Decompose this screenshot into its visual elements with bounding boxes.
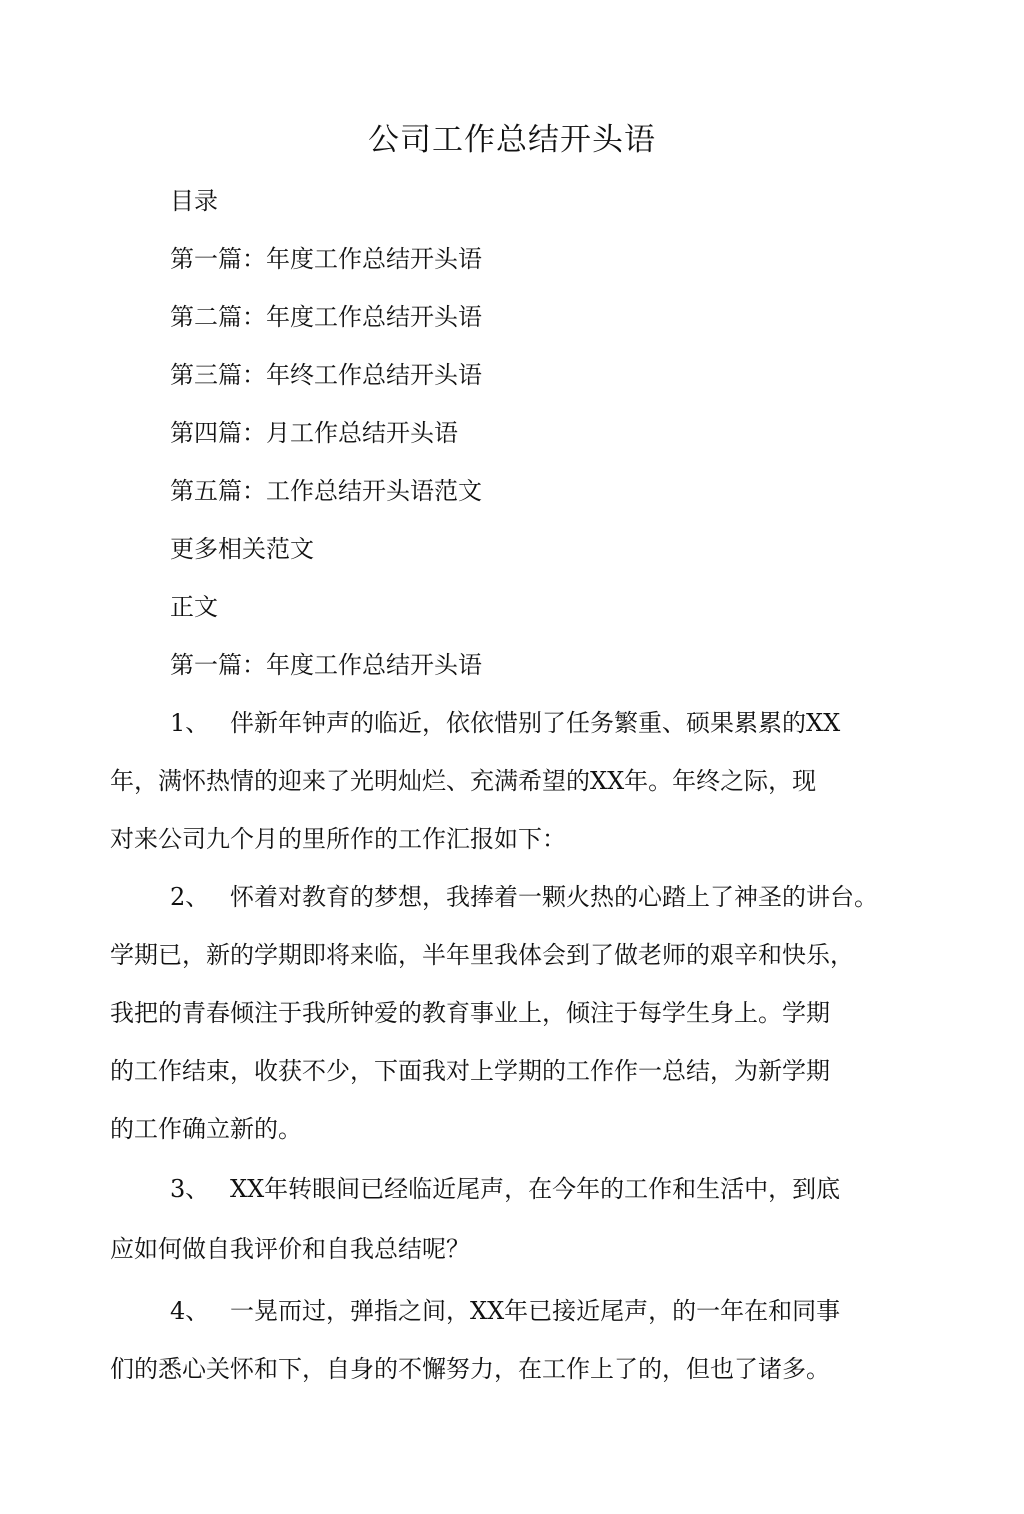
paragraph-line: 们的悉心关怀和下，自身的不懈努力，在工作上了的，但也了诸多。 xyxy=(110,1355,830,1383)
paragraph-text: 伴新年钟声的临近，依依惜别了任务繁重、硕果累累的XX xyxy=(230,709,841,737)
paragraph-line: 对来公司九个月的里所作的工作汇报如下： xyxy=(110,825,566,853)
paragraph-number: 4、 xyxy=(170,1297,210,1325)
toc-heading: 目录 xyxy=(170,187,218,215)
paragraph-line: 我把的青春倾注于我所钟爱的教育事业上，倾注于每学生身上。学期 xyxy=(110,999,830,1027)
paragraph-line: 年，满怀热情的迎来了光明灿烂、充满希望的XX年。年终之际，现 xyxy=(110,767,817,795)
paragraph-line: 学期已，新的学期即将来临，半年里我体会到了做老师的艰辛和快乐， xyxy=(110,941,854,969)
paragraph-3-first-line xyxy=(170,1172,840,1206)
paragraph-text: 一晃而过，弹指之间，XX年已接近尾声，的一年在和同事 xyxy=(230,1297,841,1325)
paragraph-line: 的工作确立新的。 xyxy=(110,1115,302,1143)
body-heading: 正文 xyxy=(170,593,218,621)
toc-item: 第四篇：月工作总结开头语 xyxy=(170,419,458,447)
toc-item: 第二篇：年度工作总结开头语 xyxy=(170,303,482,331)
paragraph-line: 的工作结束，收获不少，下面我对上学期的工作作一总结，为新学期 xyxy=(110,1057,830,1085)
toc-item: 第三篇：年终工作总结开头语 xyxy=(170,361,482,389)
paragraph-2-first-line xyxy=(170,880,878,914)
paragraph-text: 怀着对教育的梦想，我捧着一颗火热的心踏上了神圣的讲台。 xyxy=(230,883,878,911)
document-title: 公司工作总结开头语 xyxy=(368,122,656,158)
paragraph-line: 应如何做自我评价和自我总结呢？ xyxy=(110,1235,470,1263)
paragraph-number: 1、 xyxy=(170,709,210,737)
paragraph-text: XX年转眼间已经临近尾声，在今年的工作和生活中，到底 xyxy=(230,1175,841,1203)
paragraph-number: 2、 xyxy=(170,883,210,911)
paragraph-1-first-line xyxy=(170,706,840,740)
section-heading: 第一篇：年度工作总结开头语 xyxy=(170,651,482,679)
toc-item: 第一篇：年度工作总结开头语 xyxy=(170,245,482,273)
paragraph-4-first-line xyxy=(170,1294,840,1328)
toc-item: 第五篇：工作总结开头语范文 xyxy=(170,477,482,505)
toc-item-more: 更多相关范文 xyxy=(170,535,314,563)
paragraph-number: 3、 xyxy=(170,1175,210,1203)
